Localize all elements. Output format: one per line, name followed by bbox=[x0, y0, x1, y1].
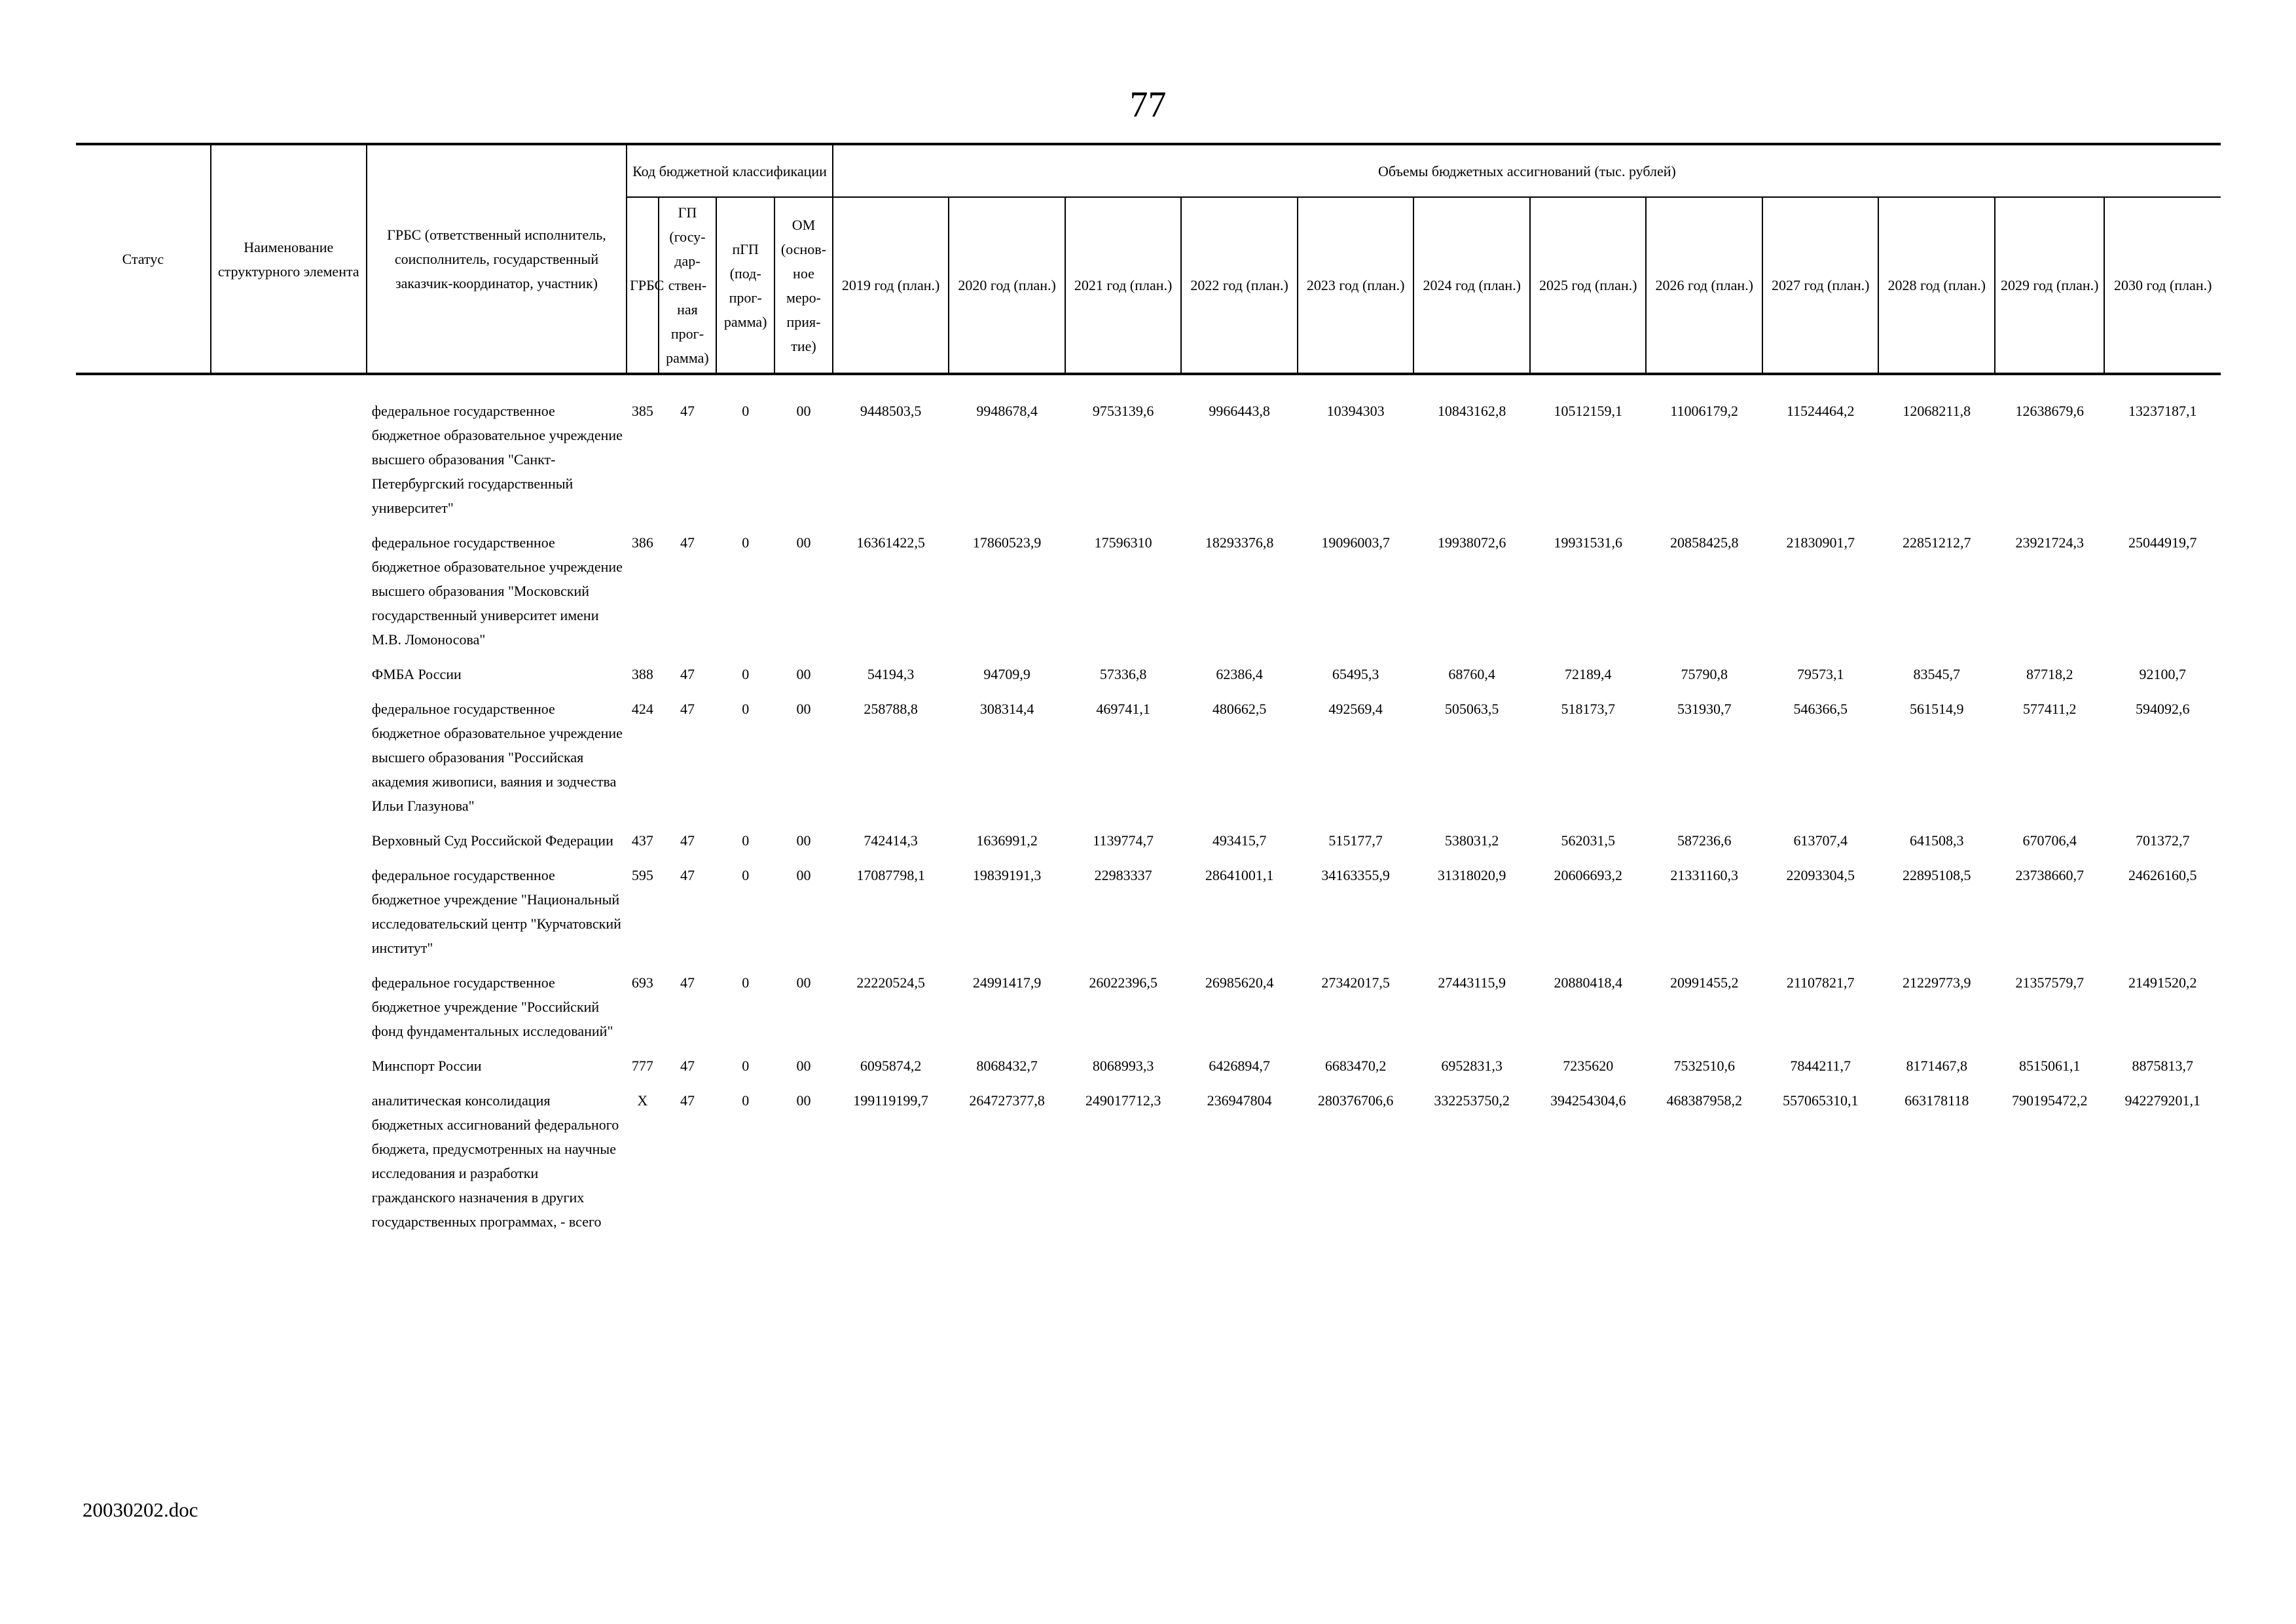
cell-grbs-code: 693 bbox=[631, 974, 653, 991]
cell-year-value: 9448503,5 bbox=[860, 403, 922, 419]
header-pgp: пГП (под-прог-рамма) bbox=[716, 197, 774, 374]
cell-element bbox=[211, 1084, 367, 1240]
header-year: 2026 год (план.) bbox=[1646, 197, 1762, 374]
cell-year-value: 394254304,6 bbox=[1550, 1092, 1626, 1109]
header-budget-code-group: Код бюджетной классификации bbox=[627, 144, 833, 197]
cell-element bbox=[211, 1050, 367, 1084]
cell-year-value: 21357579,7 bbox=[2015, 974, 2084, 991]
cell-status bbox=[76, 1050, 211, 1084]
cell-year-value: 21229773,9 bbox=[1902, 974, 1971, 991]
cell-year-value: 1636991,2 bbox=[976, 832, 1038, 849]
cell-year-value: 22895108,5 bbox=[1902, 867, 1971, 883]
cell-gp: 47 bbox=[680, 1058, 695, 1074]
cell-element bbox=[211, 526, 367, 658]
cell-pgp: 0 bbox=[742, 1058, 750, 1074]
cell-status bbox=[76, 967, 211, 1050]
cell-grbs-code: 386 bbox=[631, 534, 653, 551]
cell-om: 00 bbox=[796, 701, 811, 717]
cell-pgp: 0 bbox=[742, 974, 750, 991]
cell-year-value: 562031,5 bbox=[1561, 832, 1615, 849]
cell-year-value: 11524464,2 bbox=[1786, 403, 1855, 419]
cell-year-value: 546366,5 bbox=[1793, 701, 1848, 717]
cell-status bbox=[76, 526, 211, 658]
cell-year-value: 249017712,3 bbox=[1085, 1092, 1161, 1109]
header-status: Статус bbox=[76, 144, 211, 374]
cell-year-value: 57336,8 bbox=[1099, 666, 1147, 682]
cell-year-value: 26022396,5 bbox=[1089, 974, 1157, 991]
cell-year-value: 258788,8 bbox=[864, 701, 918, 717]
cell-year-value: 25044919,7 bbox=[2128, 534, 2197, 551]
cell-year-value: 92100,7 bbox=[2139, 666, 2186, 682]
cell-pgp: 0 bbox=[742, 666, 750, 682]
cell-grbs-name: федеральное государственное бюджетное образовательное учреждение высшего образования "Московский государственный университет имени М.В. Ломоносова" bbox=[371, 534, 623, 648]
cell-year-value: 19938072,6 bbox=[1437, 534, 1506, 551]
cell-year-value: 26985620,4 bbox=[1205, 974, 1274, 991]
cell-year-value: 613707,4 bbox=[1793, 832, 1848, 849]
cell-year-value: 10512159,1 bbox=[1554, 403, 1622, 419]
cell-status bbox=[76, 824, 211, 859]
cell-grbs-name: аналитическая консолидация бюджетных ассигнований федерального бюджета, предусмотренных на научные исследования и разработки гражданского назначения в других государственных программах, - всего bbox=[371, 1092, 619, 1230]
cell-year-value: 8068432,7 bbox=[976, 1058, 1038, 1074]
cell-year-value: 9948678,4 bbox=[976, 403, 1038, 419]
table-row bbox=[76, 1084, 2221, 1240]
footer-filename: 20030202.doc bbox=[82, 1498, 198, 1521]
cell-year-value: 10843162,8 bbox=[1437, 403, 1506, 419]
cell-year-value: 236947804 bbox=[1207, 1092, 1272, 1109]
cell-year-value: 11006179,2 bbox=[1670, 403, 1739, 419]
cell-year-value: 20606693,2 bbox=[1554, 867, 1622, 883]
cell-gp: 47 bbox=[680, 666, 695, 682]
cell-year-value: 22220524,5 bbox=[856, 974, 925, 991]
header-year: 2027 год (план.) bbox=[1762, 197, 1879, 374]
cell-year-value: 54194,3 bbox=[867, 666, 915, 682]
cell-year-value: 22983337 bbox=[1094, 867, 1152, 883]
cell-year-value: 27443115,9 bbox=[1438, 974, 1506, 991]
cell-grbs-code: 424 bbox=[631, 701, 653, 717]
header-element-name: Наименование структурного элемента bbox=[211, 144, 367, 374]
cell-year-value: 21107821,7 bbox=[1786, 974, 1855, 991]
cell-grbs-name: федеральное государственное бюджетное образовательное учреждение высшего образования "Российская академия живописи, ваяния и зодчества Ильи Глазунова" bbox=[371, 701, 623, 814]
cell-om: 00 bbox=[796, 666, 811, 682]
table-row bbox=[76, 1050, 2221, 1084]
cell-year-value: 72189,4 bbox=[1564, 666, 1612, 682]
cell-year-value: 17087798,1 bbox=[856, 867, 925, 883]
cell-grbs-name: федеральное государственное бюджетное образовательное учреждение высшего образования "Санкт-Петербургский государственный университет" bbox=[371, 403, 623, 516]
cell-year-value: 7532510,6 bbox=[1673, 1058, 1735, 1074]
cell-year-value: 31318020,9 bbox=[1437, 867, 1506, 883]
cell-year-value: 8515061,1 bbox=[2018, 1058, 2081, 1074]
cell-year-value: 557065310,1 bbox=[1782, 1092, 1859, 1109]
table-row bbox=[76, 374, 2221, 526]
cell-gp: 47 bbox=[680, 403, 695, 419]
page-number: 77 bbox=[1129, 84, 1167, 125]
cell-status bbox=[76, 658, 211, 693]
cell-year-value: 24991417,9 bbox=[972, 974, 1042, 991]
cell-grbs-code: 388 bbox=[631, 666, 653, 682]
cell-element bbox=[211, 374, 367, 526]
header-year: 2025 год (план.) bbox=[1530, 197, 1647, 374]
header-year: 2028 год (план.) bbox=[1878, 197, 1995, 374]
header-om: ОМ (основ-ное меро-прия-тие) bbox=[774, 197, 833, 374]
header-year: 2021 год (план.) bbox=[1065, 197, 1182, 374]
cell-year-value: 468387958,2 bbox=[1666, 1092, 1742, 1109]
cell-year-value: 19931531,6 bbox=[1554, 534, 1622, 551]
cell-year-value: 663178118 bbox=[1904, 1092, 1969, 1109]
cell-year-value: 62386,4 bbox=[1216, 666, 1263, 682]
cell-om: 00 bbox=[796, 1092, 811, 1109]
cell-year-value: 641508,3 bbox=[1909, 832, 1964, 849]
cell-year-value: 742414,3 bbox=[864, 832, 918, 849]
cell-year-value: 518173,7 bbox=[1561, 701, 1615, 717]
cell-year-value: 587236,6 bbox=[1677, 832, 1732, 849]
cell-year-value: 1139774,7 bbox=[1093, 832, 1154, 849]
cell-year-value: 20991455,2 bbox=[1669, 974, 1739, 991]
cell-year-value: 199119199,7 bbox=[853, 1092, 928, 1109]
cell-element bbox=[211, 824, 367, 859]
cell-om: 00 bbox=[796, 1058, 811, 1074]
budget-table bbox=[76, 143, 2221, 1240]
cell-om: 00 bbox=[796, 534, 811, 551]
cell-year-value: 8171467,8 bbox=[1906, 1058, 1967, 1074]
cell-om: 00 bbox=[796, 832, 811, 849]
cell-year-value: 8068993,3 bbox=[1092, 1058, 1154, 1074]
header-grbs-role: ГРБС (ответственный исполнитель, соисполнитель, государственный заказчик-координатор, участник) bbox=[367, 144, 627, 374]
cell-year-value: 21830901,7 bbox=[1786, 534, 1855, 551]
cell-grbs-code: 777 bbox=[631, 1058, 653, 1074]
cell-year-value: 480662,5 bbox=[1212, 701, 1267, 717]
cell-year-value: 23921724,3 bbox=[2015, 534, 2084, 551]
table-row bbox=[76, 859, 2221, 967]
cell-year-value: 492569,4 bbox=[1328, 701, 1383, 717]
cell-year-value: 17860523,9 bbox=[972, 534, 1042, 551]
cell-om: 00 bbox=[796, 974, 811, 991]
cell-element bbox=[211, 693, 367, 824]
cell-grbs-name: Верховный Суд Российской Федерации bbox=[371, 832, 613, 849]
cell-status bbox=[76, 374, 211, 526]
cell-year-value: 13237187,1 bbox=[2128, 403, 2197, 419]
table-row bbox=[76, 658, 2221, 693]
header-year: 2029 год (план.) bbox=[1995, 197, 2104, 374]
cell-gp: 47 bbox=[680, 832, 695, 849]
cell-grbs-code: 595 bbox=[631, 867, 653, 883]
cell-year-value: 75790,8 bbox=[1681, 666, 1728, 682]
cell-year-value: 34163355,9 bbox=[1321, 867, 1390, 883]
cell-om: 00 bbox=[796, 403, 811, 419]
cell-grbs-name: ФМБА России bbox=[371, 666, 462, 682]
cell-grbs-name: федеральное государственное бюджетное учреждение "Российский фонд фундаментальных исследований" bbox=[371, 974, 613, 1039]
cell-pgp: 0 bbox=[742, 1092, 750, 1109]
cell-year-value: 12068211,8 bbox=[1903, 403, 1971, 419]
cell-year-value: 65495,3 bbox=[1332, 666, 1379, 682]
cell-year-value: 264727377,8 bbox=[969, 1092, 1045, 1109]
cell-year-value: 505063,5 bbox=[1444, 701, 1499, 717]
header-year: 2024 год (план.) bbox=[1413, 197, 1530, 374]
cell-year-value: 12638679,6 bbox=[2015, 403, 2084, 419]
header-grbs: ГРБС bbox=[627, 197, 658, 374]
header-year: 2022 год (план.) bbox=[1181, 197, 1298, 374]
cell-year-value: 20880418,4 bbox=[1554, 974, 1622, 991]
cell-grbs-name: федеральное государственное бюджетное учреждение "Национальный исследовательский центр "Курчатовский институт" bbox=[371, 867, 621, 956]
header-year: 2020 год (план.) bbox=[949, 197, 1065, 374]
cell-gp: 47 bbox=[680, 534, 695, 551]
cell-status bbox=[76, 859, 211, 967]
table-row bbox=[76, 824, 2221, 859]
cell-gp: 47 bbox=[680, 867, 695, 883]
cell-year-value: 23738660,7 bbox=[2015, 867, 2084, 883]
cell-year-value: 21491520,2 bbox=[2128, 974, 2197, 991]
cell-year-value: 332253750,2 bbox=[1434, 1092, 1510, 1109]
cell-gp: 47 bbox=[680, 974, 695, 991]
cell-year-value: 21331160,3 bbox=[1670, 867, 1739, 883]
cell-year-value: 9753139,6 bbox=[1092, 403, 1154, 419]
cell-pgp: 0 bbox=[742, 832, 750, 849]
cell-year-value: 8875813,7 bbox=[2132, 1058, 2193, 1074]
cell-year-value: 6683470,2 bbox=[1324, 1058, 1387, 1074]
cell-element bbox=[211, 859, 367, 967]
cell-status bbox=[76, 693, 211, 824]
cell-year-value: 538031,2 bbox=[1444, 832, 1499, 849]
table-row bbox=[76, 967, 2221, 1050]
cell-status bbox=[76, 1084, 211, 1240]
cell-year-value: 22851212,7 bbox=[1902, 534, 1971, 551]
cell-year-value: 7235620 bbox=[1563, 1058, 1614, 1074]
cell-year-value: 577411,2 bbox=[2022, 701, 2077, 717]
cell-year-value: 20858425,8 bbox=[1669, 534, 1739, 551]
cell-year-value: 942279201,1 bbox=[2124, 1092, 2200, 1109]
cell-year-value: 594092,6 bbox=[2135, 701, 2190, 717]
cell-gp: 47 bbox=[680, 701, 695, 717]
header-year: 2023 год (план.) bbox=[1298, 197, 1414, 374]
cell-year-value: 670706,4 bbox=[2022, 832, 2077, 849]
cell-element bbox=[211, 967, 367, 1050]
cell-pgp: 0 bbox=[742, 701, 750, 717]
header-gp: ГП (госу-дар-ствен-ная прог-рамма) bbox=[659, 197, 717, 374]
cell-gp: 47 bbox=[680, 1092, 695, 1109]
table-header bbox=[76, 144, 2221, 374]
cell-year-value: 6952831,3 bbox=[1441, 1058, 1503, 1074]
cell-year-value: 493415,7 bbox=[1212, 832, 1267, 849]
cell-grbs-code: X bbox=[637, 1092, 648, 1109]
header-year: 2030 год (план.) bbox=[2104, 197, 2221, 374]
cell-grbs-code: 385 bbox=[631, 403, 653, 419]
cell-year-value: 280376706,6 bbox=[1317, 1092, 1394, 1109]
cell-year-value: 18293376,8 bbox=[1205, 534, 1274, 551]
cell-year-value: 9966443,8 bbox=[1209, 403, 1270, 419]
cell-year-value: 561514,9 bbox=[1909, 701, 1964, 717]
header-volumes-group: Объемы бюджетных ассигнований (тыс. рублей) bbox=[833, 144, 2221, 197]
cell-year-value: 19839191,3 bbox=[972, 867, 1042, 883]
cell-year-value: 308314,4 bbox=[979, 701, 1034, 717]
cell-year-value: 16361422,5 bbox=[856, 534, 925, 551]
cell-year-value: 469741,1 bbox=[1096, 701, 1150, 717]
cell-year-value: 28641001,1 bbox=[1205, 867, 1274, 883]
cell-year-value: 79573,1 bbox=[1796, 666, 1844, 682]
cell-year-value: 22093304,5 bbox=[1786, 867, 1855, 883]
cell-grbs-code: 437 bbox=[631, 832, 653, 849]
cell-year-value: 790195472,2 bbox=[2011, 1092, 2088, 1109]
cell-pgp: 0 bbox=[742, 867, 750, 883]
cell-year-value: 6426894,7 bbox=[1209, 1058, 1270, 1074]
cell-om: 00 bbox=[796, 867, 811, 883]
cell-year-value: 19096003,7 bbox=[1321, 534, 1390, 551]
cell-year-value: 7844211,7 bbox=[1790, 1058, 1851, 1074]
cell-year-value: 10394303 bbox=[1326, 403, 1385, 419]
cell-year-value: 27342017,5 bbox=[1321, 974, 1390, 991]
cell-year-value: 17596310 bbox=[1094, 534, 1152, 551]
cell-year-value: 87718,2 bbox=[2026, 666, 2073, 682]
table-body bbox=[76, 374, 2221, 1240]
cell-year-value: 701372,7 bbox=[2135, 832, 2190, 849]
cell-year-value: 24626160,5 bbox=[2128, 867, 2197, 883]
cell-year-value: 531930,7 bbox=[1677, 701, 1732, 717]
cell-grbs-name: Минспорт России bbox=[371, 1058, 482, 1074]
header-year: 2019 год (план.) bbox=[833, 197, 949, 374]
cell-pgp: 0 bbox=[742, 403, 750, 419]
cell-year-value: 68760,4 bbox=[1448, 666, 1495, 682]
table-row bbox=[76, 693, 2221, 824]
cell-pgp: 0 bbox=[742, 534, 750, 551]
cell-year-value: 83545,7 bbox=[1913, 666, 1960, 682]
cell-year-value: 6095874,2 bbox=[860, 1058, 922, 1074]
cell-year-value: 515177,7 bbox=[1328, 832, 1383, 849]
cell-year-value: 94709,9 bbox=[983, 666, 1030, 682]
table-row bbox=[76, 526, 2221, 658]
cell-element bbox=[211, 658, 367, 693]
